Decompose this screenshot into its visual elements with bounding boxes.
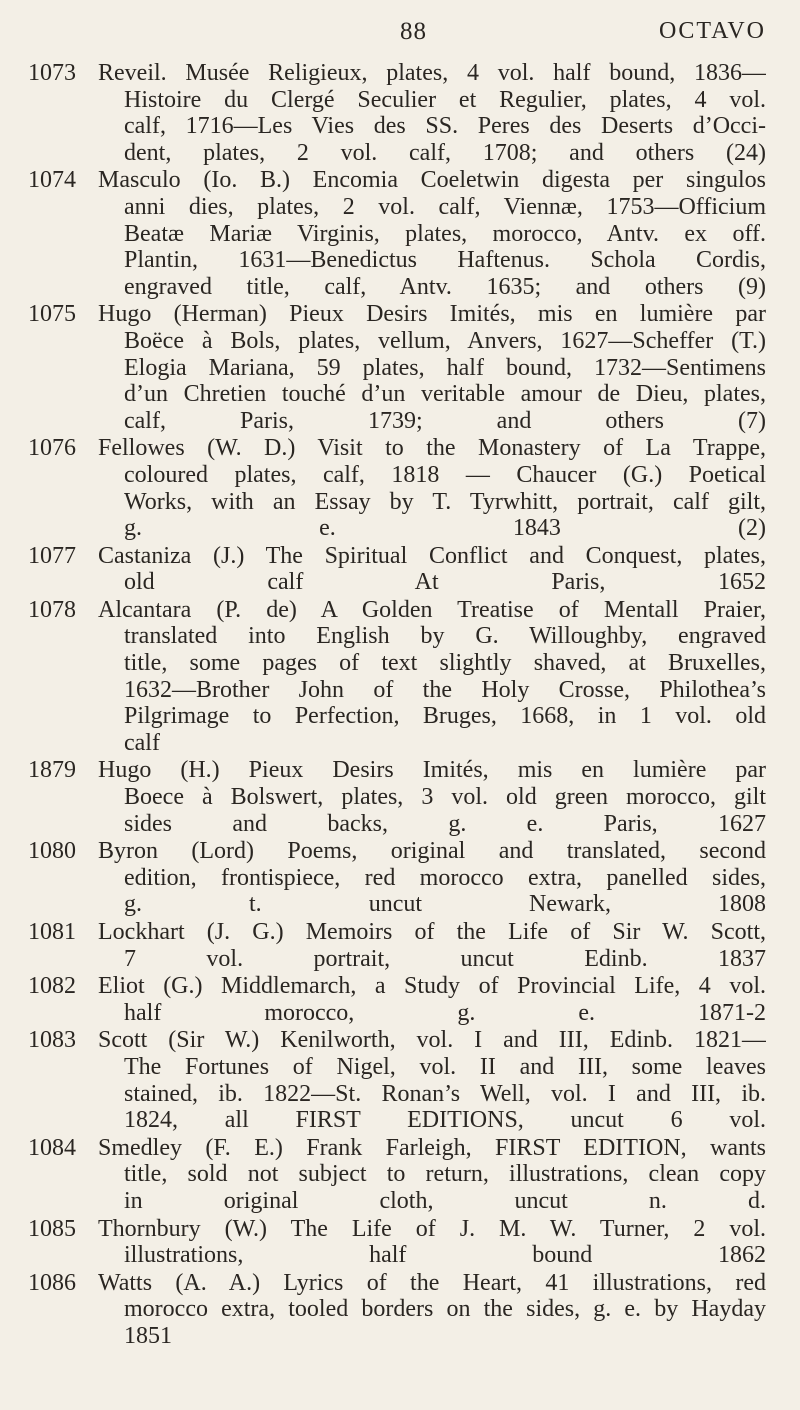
catalogue-entries — [28, 60, 766, 1350]
description-line: 1851 — [124, 1322, 172, 1349]
lot-number: 1085 — [28, 1215, 76, 1242]
description-line: Eliot (G.) Middlemarch, a Study of Provincial Life, 4 vol. — [98, 973, 766, 1000]
description-line: Works, with an Essay by T. Tyrwhitt, portrait, calf gilt, — [124, 488, 766, 515]
catalogue-entry — [28, 301, 766, 434]
lot-number: 1073 — [28, 60, 76, 86]
page-number: 88 — [400, 18, 427, 45]
lot-number: 1086 — [28, 1269, 76, 1296]
description-line: edition, frontispiece, red morocco extra, panelled sides, — [124, 864, 766, 891]
description-line: Elogia Mariana, 59 plates, half bound, 1732—Sentimens — [124, 354, 766, 381]
lot-number: 1082 — [28, 973, 76, 1000]
lot-number: 1077 — [28, 542, 76, 569]
description-line: engraved title, calf, Antv. 1635; and others (9) — [124, 273, 766, 300]
catalogue-entry — [28, 167, 766, 300]
description-line: anni dies, plates, 2 vol. calf, Viennæ, 1753—Officium — [124, 193, 766, 220]
description-line: Masculo (Io. B.) Encomia Coeletwin digesta per singulos — [98, 167, 766, 194]
description-line: Histoire du Clergé Seculier et Regulier, plates, 4 vol. — [124, 86, 766, 113]
description-line: stained, ib. 1822—St. Ronan’s Well, vol. I and III, ib. — [124, 1080, 766, 1107]
lot-description — [98, 919, 766, 972]
description-line: Castaniza (J.) The Spiritual Conflict and Conquest, plates, — [98, 542, 766, 569]
catalogue-entry — [28, 597, 766, 757]
lot-number: 1081 — [28, 919, 76, 945]
lot-number: 1084 — [28, 1134, 76, 1161]
lot-number: 1879 — [28, 757, 76, 784]
description-line: The Fortunes of Nigel, vol. II and III, some leaves — [124, 1053, 766, 1080]
description-line: Fellowes (W. D.) Visit to the Monastery of La Trappe, — [98, 435, 766, 462]
description-line: Pilgrimage to Perfection, Bruges, 1668, in 1 vol. old — [124, 703, 766, 730]
description-line: Alcantara (P. de) A Golden Treatise of Mentall Praier, — [98, 596, 766, 623]
lot-number: 1078 — [28, 596, 76, 623]
lot-description — [98, 597, 766, 757]
description-line: calf — [124, 729, 160, 756]
catalogue-entry — [28, 1027, 766, 1133]
lot-description — [98, 757, 766, 837]
description-line: Thornbury (W.) The Life of J. M. W. Turner, 2 vol. — [98, 1215, 766, 1242]
catalogue-entry — [28, 1270, 766, 1350]
lot-description — [98, 1135, 766, 1215]
lot-description — [98, 543, 766, 596]
lot-number: 1076 — [28, 435, 76, 462]
lot-description — [98, 435, 766, 541]
description-line: old calf At Paris, 1652 — [124, 569, 766, 596]
description-line: dent, plates, 2 vol. calf, 1708; and others (24) — [124, 139, 766, 166]
lot-description — [98, 973, 766, 1026]
lot-description — [98, 1027, 766, 1133]
description-line: title, sold not subject to return, illustrations, clean copy — [124, 1161, 766, 1188]
description-line: Hugo (Herman) Pieux Desirs Imités, mis en lumière par — [98, 301, 766, 328]
catalogue-entry — [28, 838, 766, 918]
lot-number: 1080 — [28, 838, 76, 865]
description-line: in original cloth, uncut n. d. — [124, 1187, 766, 1214]
description-line: sides and backs, g. e. Paris, 1627 — [124, 810, 766, 837]
lot-description — [98, 60, 766, 166]
description-line: morocco extra, tooled borders on the sides, g. e. by Hayday — [124, 1296, 766, 1323]
description-line: d’un Chretien touché d’un veritable amour de Dieu, plates, — [124, 381, 766, 408]
description-line: coloured plates, calf, 1818 — Chaucer (G.) Poetical — [124, 461, 766, 488]
description-line: Lockhart (J. G.) Memoirs of the Life of Sir W. Scott, — [98, 919, 766, 945]
catalogue-entry — [28, 435, 766, 541]
description-line: calf, Paris, 1739; and others (7) — [124, 407, 766, 434]
lot-description — [98, 167, 766, 300]
catalogue-entry — [28, 1216, 766, 1269]
lot-number: 1075 — [28, 301, 76, 328]
catalogue-entry — [28, 973, 766, 1026]
description-line: translated into English by G. Willoughby, engraved — [124, 623, 766, 650]
catalogue-entry — [28, 60, 766, 166]
description-line: Boece à Bolswert, plates, 3 vol. old green morocco, gilt — [124, 784, 766, 811]
lot-description — [98, 838, 766, 918]
description-line: Plantin, 1631—Benedictus Haftenus. Schola Cordis, — [124, 247, 766, 274]
description-line: Scott (Sir W.) Kenilworth, vol. I and III, Edinb. 1821— — [98, 1027, 766, 1054]
catalogue-entry — [28, 919, 766, 972]
lot-description — [98, 1270, 766, 1350]
description-line: 1824, all FIRST EDITIONS, uncut 6 vol. — [124, 1107, 766, 1134]
description-line: Smedley (F. E.) Frank Farleigh, FIRST EDITION, wants — [98, 1134, 766, 1161]
catalogue-entry — [28, 543, 766, 596]
description-line: Reveil. Musée Religieux, plates, 4 vol. half bound, 1836— — [98, 60, 766, 86]
description-line: 7 vol. portrait, uncut Edinb. 1837 — [124, 945, 766, 972]
description-line: calf, 1716—Les Vies des SS. Peres des Deserts d’Occi- — [124, 113, 766, 140]
lot-number: 1074 — [28, 167, 76, 194]
description-line: 1632—Brother John of the Holy Crosse, Philothea’s — [124, 676, 766, 703]
description-line: Watts (A. A.) Lyrics of the Heart, 41 illustrations, red — [98, 1269, 766, 1296]
catalogue-entry — [28, 1135, 766, 1215]
lot-description — [98, 1216, 766, 1269]
description-line: Hugo (H.) Pieux Desirs Imités, mis en lumière par — [98, 757, 766, 784]
page-header — [28, 18, 766, 56]
description-line: Beatæ Mariæ Virginis, plates, morocco, Antv. ex off. — [124, 220, 766, 247]
lot-description — [98, 301, 766, 434]
description-line: illustrations, half bound 1862 — [124, 1242, 766, 1269]
lot-number: 1083 — [28, 1027, 76, 1054]
description-line: g. e. 1843 (2) — [124, 515, 766, 542]
section-title: OCTAVO — [659, 18, 766, 44]
description-line: Byron (Lord) Poems, original and translated, second — [98, 838, 766, 865]
description-line: title, some pages of text slightly shaved, at Bruxelles, — [124, 650, 766, 677]
description-line: half morocco, g. e. 1871-2 — [124, 999, 766, 1026]
catalogue-entry — [28, 757, 766, 837]
description-line: Boëce à Bols, plates, vellum, Anvers, 1627—Scheffer (T.) — [124, 327, 766, 354]
description-line: g. t. uncut Newark, 1808 — [124, 891, 766, 918]
